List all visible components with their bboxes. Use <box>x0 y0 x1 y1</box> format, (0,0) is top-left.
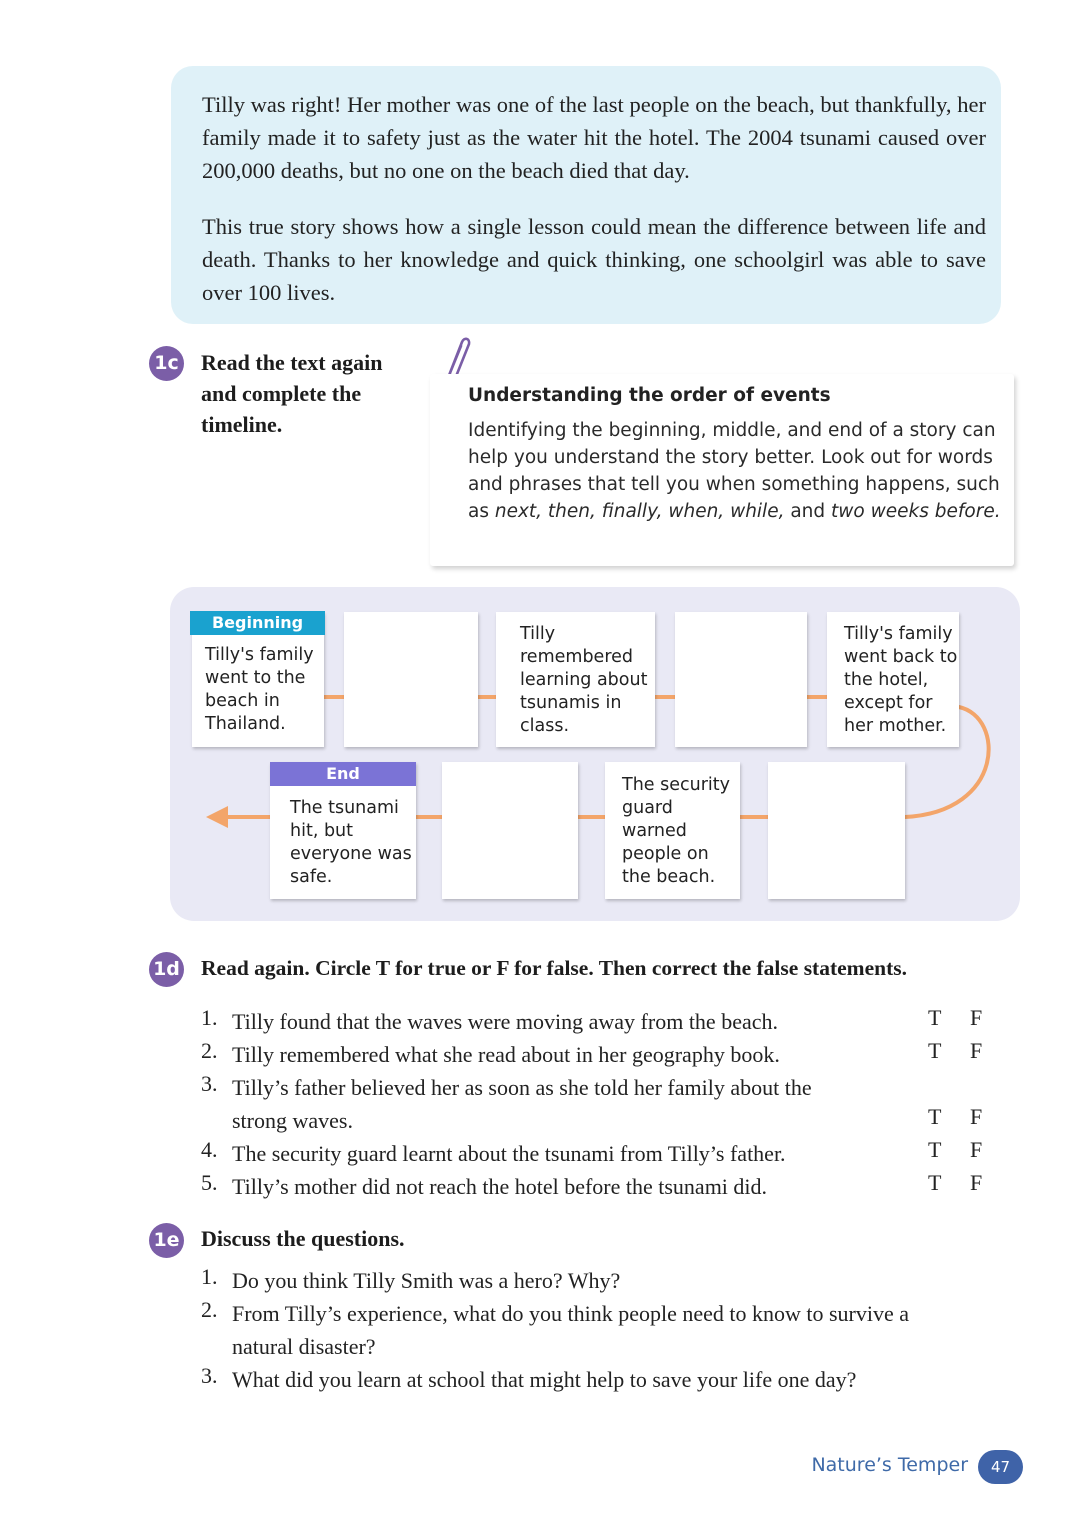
tip-text-main: Identifying the beginning, middle, and end of a story can help you understand the story better. Look out for words and phrases that tell you when something happens, such as <box>468 420 1000 522</box>
true-option[interactable]: T <box>928 1038 942 1063</box>
tf-item-text: Tilly remembered what she read about in her geography book. <box>232 1042 780 1067</box>
false-option[interactable]: F <box>970 1137 983 1162</box>
tip-box <box>430 374 1014 566</box>
tf-item-3 <box>201 1071 1001 1137</box>
tf-item-1 <box>201 1005 1001 1038</box>
true-option[interactable]: T <box>928 1137 942 1162</box>
timeline-card-2-blank[interactable] <box>344 612 478 747</box>
false-option[interactable]: F <box>970 1104 983 1129</box>
timeline-card-3-text: Tilly remembered learning about tsunamis in class. <box>520 624 648 736</box>
unit-title: Nature’s Temper <box>811 1454 968 1476</box>
tip-text-examples: next, then, finally, when, while, <box>494 501 785 522</box>
tf-item-text: Tilly found that the waves were moving away from the beach. <box>232 1009 778 1034</box>
question-text: From Tilly’s experience, what do you think people need to know to survive a natural disaster? <box>232 1301 910 1359</box>
question-number: 2. <box>201 1297 218 1322</box>
true-option[interactable]: T <box>928 1170 942 1195</box>
tf-item-2 <box>201 1038 1001 1071</box>
exercise-badge-1e: 1e <box>149 1223 184 1258</box>
timeline-card-8-blank[interactable] <box>442 762 578 899</box>
timeline-card-5 <box>827 612 959 747</box>
tf-item-number: 5. <box>201 1170 218 1195</box>
tf-item-number: 3. <box>201 1071 218 1096</box>
timeline-card-7 <box>605 762 740 899</box>
true-option[interactable]: T <box>928 1104 942 1129</box>
page-number: 47 <box>978 1450 1023 1484</box>
exercise-badge-1c: 1c <box>149 346 184 381</box>
question-number: 3. <box>201 1363 218 1388</box>
exercise-1d-instruction: Read again. Circle T for true or F for false. Then correct the false statements. <box>201 956 907 980</box>
timeline-panel <box>170 587 1020 921</box>
false-option[interactable]: F <box>970 1038 983 1063</box>
question-number: 1. <box>201 1264 218 1289</box>
tip-text-example-last: two weeks before. <box>831 501 1001 522</box>
end-label: End <box>270 762 416 786</box>
tf-item-number: 4. <box>201 1137 218 1162</box>
reading-passage-box <box>171 66 1001 324</box>
tf-item-text: Tilly’s mother did not reach the hotel before the tsunami did. <box>232 1174 768 1199</box>
timeline-card-3 <box>496 612 655 747</box>
question-text: Do you think Tilly Smith was a hero? Why? <box>232 1268 621 1293</box>
exercise-1e-instruction: Discuss the questions. <box>201 1226 405 1251</box>
reading-paragraph-2: This true story shows how a single lesson could mean the difference between life and death. Thanks to her knowledge and quick thinking, one schoolgirl was able to save over 100 lives. <box>202 214 986 305</box>
true-option[interactable]: T <box>928 1005 942 1030</box>
tf-item-text: Tilly’s father believed her as soon as she told her family about the strong waves. <box>232 1075 812 1133</box>
timeline-card-7-text: The security guard warned people on the beach. <box>622 775 730 887</box>
tip-text-conjunction: and <box>784 501 832 522</box>
question-text: What did you learn at school that might help to save your life one day? <box>232 1367 857 1392</box>
timeline-card-5-text: Tilly's family went back to the hotel, except for her mother. <box>844 624 958 736</box>
false-option[interactable]: F <box>970 1170 983 1195</box>
timeline-card-6-blank[interactable] <box>768 762 905 899</box>
beginning-label: Beginning <box>190 611 325 635</box>
exercise-badge-1d: 1d <box>149 952 184 987</box>
tf-item-5 <box>201 1170 1001 1203</box>
timeline-card-9-text: The tsunami hit, but everyone was safe. <box>290 798 412 887</box>
tf-item-text: The security guard learnt about the tsunami from Tilly’s father. <box>232 1141 786 1166</box>
false-option[interactable]: F <box>970 1005 983 1030</box>
exercise-1c-instruction: Read the text again and complete the timeline. <box>201 350 383 437</box>
tf-item-4 <box>201 1137 1001 1170</box>
timeline-card-1-text: Tilly's family went to the beach in Thailand. <box>205 645 314 734</box>
tip-title: Understanding the order of events <box>468 385 831 406</box>
tf-item-number: 1. <box>201 1005 218 1030</box>
timeline-card-4-blank[interactable] <box>675 612 807 747</box>
reading-paragraph-1: Tilly was right! Her mother was one of the last people on the beach, but thankfully, her family made it to safety just as the water hit the hotel. The 2004 tsunami caused over 200,000 deaths, but no one on the beach died that day. <box>202 92 986 183</box>
tf-item-number: 2. <box>201 1038 218 1063</box>
tip-text <box>468 417 1003 525</box>
